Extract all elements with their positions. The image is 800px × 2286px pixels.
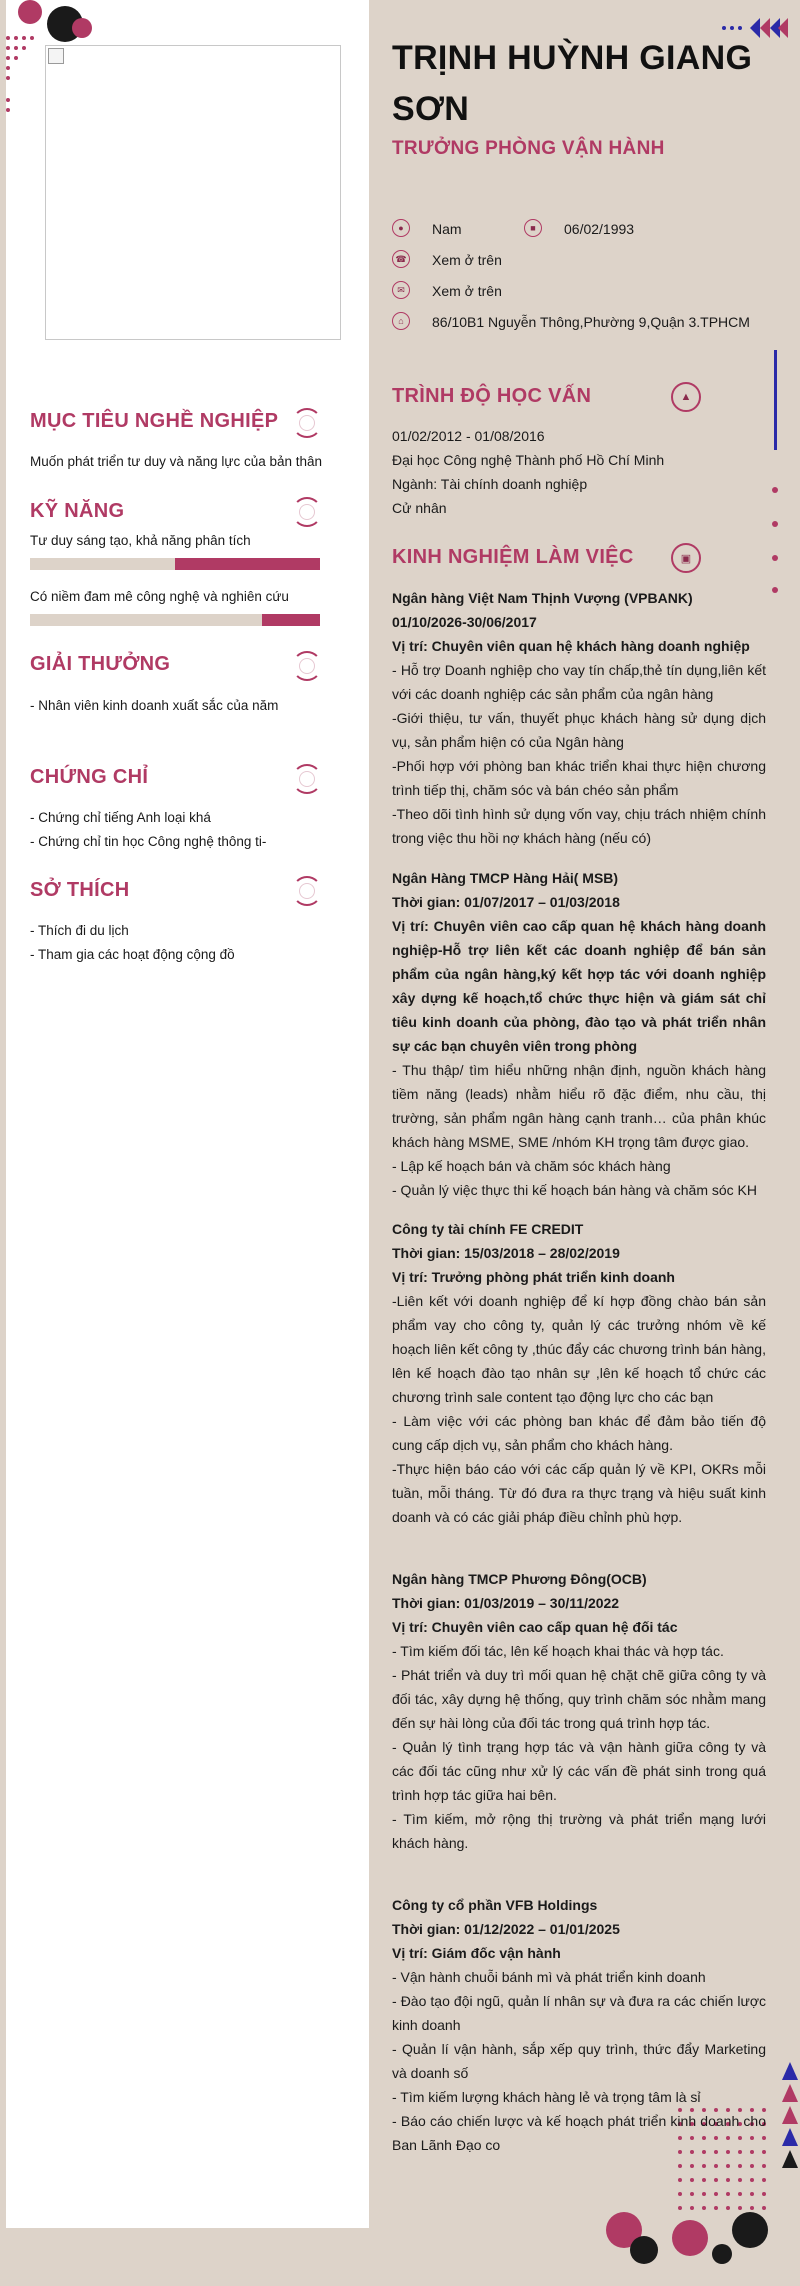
- job-period: Thời gian: 01/12/2022 – 01/01/2025: [392, 1921, 620, 1937]
- job-company: Ngân hàng Việt Nam Thịnh Vượng (VPBANK): [392, 590, 693, 606]
- job-detail: - Tìm kiếm đối tác, lên kế hoạch khai thác và hợp tác.: [392, 1643, 724, 1659]
- home-icon: ⌂: [392, 312, 410, 330]
- education-period: 01/02/2012 - 01/08/2016: [392, 428, 545, 444]
- job-period: Thời gian: 15/03/2018 – 28/02/2019: [392, 1245, 620, 1261]
- skill-bar: [30, 614, 320, 626]
- left-strip: [0, 0, 6, 2228]
- briefcase-icon: ▣: [671, 543, 701, 573]
- phone-value: Xem ở trên: [432, 252, 502, 268]
- job-detail: - Thu thập/ tìm hiểu những nhận định, nguồn khách hàng tiềm năng (leads) nhằm hiểu rõ đặc điểm, nhu cầu, thị trường, sản phẩm ngân hàng cạnh tranh… của phân khúc khách hàng MSME, SME /nhóm KH trọng tâm được giao.: [392, 1062, 766, 1150]
- job-position: Vị trí: Chuyên viên cao cấp quan hệ đối tác: [392, 1619, 678, 1635]
- education-degree: Cử nhân: [392, 500, 447, 516]
- certificate-item: - Chứng chỉ tiếng Anh loại khá: [30, 810, 211, 825]
- phone-icon: ☎: [392, 250, 410, 268]
- hobby-item: - Tham gia các hoạt động cộng đồ: [30, 947, 235, 962]
- job-company: Công ty tài chính FE CREDIT: [392, 1221, 584, 1237]
- job-detail: - Báo cáo chiến lược và kế hoạch phát triển kinh doanh cho Ban Lãnh Đạo co: [392, 2113, 766, 2153]
- skill-bar-fill: [262, 614, 320, 626]
- address-value: 86/10B1 Nguyễn Thông,Phường 9,Quận 3.TPHCM: [432, 314, 750, 330]
- skill-label: Có niềm đam mê công nghệ và nghiên cứu: [30, 589, 289, 604]
- job-detail: - Phát triển và duy trì mối quan hệ chặt chẽ giữa công ty và đối tác, xây dựng hệ thống, quy trình chăm sóc nhằm mang đến sự hài lòng của đối tác trong quá trình hợp tác.: [392, 1667, 766, 1731]
- gender-value: Nam: [432, 221, 462, 237]
- job-detail: -Theo dõi tình hình sử dụng vốn vay, chịu trách nhiệm chính trong việc thu hồi nợ khách hàng (nếu có): [392, 806, 766, 846]
- job-position: Vị trí: Chuyên viên quan hệ khách hàng doanh nghiệp: [392, 638, 750, 654]
- job-period: Thời gian: 01/07/2017 – 01/03/2018: [392, 894, 620, 910]
- job-detail: - Tìm kiếm, mở rộng thị trường và phát triển mạng lưới khách hàng.: [392, 1811, 766, 1851]
- job-period: 01/10/2026-30/06/2017: [392, 614, 537, 630]
- skills-heading: KỸ NĂNG: [30, 500, 125, 522]
- skill-label: Tư duy sáng tạo, khả năng phân tích: [30, 533, 251, 548]
- education-major: Ngành: Tài chính doanh nghiệp: [392, 476, 588, 492]
- skill-bar-fill: [175, 558, 320, 570]
- education-heading: TRÌNH ĐỘ HỌC VẤN: [392, 385, 592, 407]
- broken-image-icon: [48, 48, 64, 64]
- calendar-icon: ■: [524, 219, 542, 237]
- job-entry: [392, 866, 766, 1202]
- job-position: Vị trí: Chuyên viên cao cấp quan hệ khách hàng doanh nghiệp-Hỗ trợ liên kết các doanh nghiệp để bán sản phẩm của ngân hàng,ký kết hợp tác với doanh nghiệp xây dựng kế hoạch,tổ chức thực hiện và giám sát chỉ tiêu kinh doanh của phòng, đào tạo và phát triển nhân sự các bạn chuyên viên trong phòng: [392, 918, 766, 1054]
- job-company: Ngân Hàng TMCP Hàng Hải( MSB): [392, 870, 619, 886]
- job-detail: -Phối hợp với phòng ban khác triển khai thực hiện chương trình tiếp thị, chăm sóc và bán chéo sản phẩm: [392, 758, 766, 798]
- hobby-item: - Thích đi du lịch: [30, 923, 129, 938]
- job-detail: - Quản lý tình trạng hợp tác và vận hành giữa công ty và các đối tác cũng như xử lý các vấn đề phát sinh trong quá trình hợp tác giữa hai bên.: [392, 1739, 766, 1803]
- certificates-heading: CHỨNG CHỈ: [30, 766, 149, 788]
- job-detail: - Vận hành chuỗi bánh mì và phát triển kinh doanh: [392, 1969, 706, 1985]
- section-ring-icon: [292, 651, 322, 681]
- job-detail: - Quản lí vận hành, sắp xếp quy trình, thức đẩy Marketing và doanh số: [392, 2041, 766, 2081]
- birthday-value: 06/02/1993: [564, 221, 635, 237]
- career-objective-text: Muốn phát triển tư duy và năng lực của bản thân: [30, 454, 323, 469]
- job-entry: [392, 1567, 766, 1855]
- section-ring-icon: [292, 876, 322, 906]
- certificate-item: - Chứng chỉ tin học Công nghệ thông ti-: [30, 834, 267, 849]
- job-detail: -Giới thiệu, tư vấn, thuyết phục khách hàng sử dụng dịch vụ, sản phẩm hiện có của Ngân hàng: [392, 710, 766, 750]
- skill-bar: [30, 558, 320, 570]
- section-ring-icon: [292, 764, 322, 794]
- job-detail: -Thực hiện báo cáo với các cấp quản lý về KPI, OKRs mỗi tuần, mỗi tháng. Từ đó đưa ra thực trạng và hiệu suất kinh doanh và có các giải pháp điều chỉnh phù hợp.: [392, 1461, 766, 1525]
- education-block: [392, 424, 766, 520]
- profile-photo: [45, 45, 341, 340]
- job-detail: - Làm việc với các phòng ban khác để đảm bảo tiến độ cung cấp dịch vụ, sản phẩm cho khách hàng.: [392, 1413, 766, 1453]
- job-company: Ngân hàng TMCP Phương Đông(OCB): [392, 1571, 647, 1587]
- job-detail: - Tìm kiếm lượng khách hàng lẻ và trọng tâm là sỉ: [392, 2089, 701, 2105]
- graduation-cap-icon: ▲: [671, 382, 701, 412]
- career-objective-heading: MỤC TIÊU NGHỀ NGHIỆP: [30, 410, 279, 432]
- job-detail: - Lập kế hoạch bán và chăm sóc khách hàng: [392, 1158, 671, 1174]
- job-position: Vị trí: Trưởng phòng phát triển kinh doanh: [392, 1269, 675, 1285]
- job-detail: - Đào tạo đội ngũ, quản lí nhân sự và đưa ra các chiến lược kinh doanh: [392, 1993, 766, 2033]
- job-detail: - Hỗ trợ Doanh nghiệp cho vay tín chấp,thẻ tín dụng,liên kết với các doanh nghiệp các sản phẩm của ngân hàng: [392, 662, 766, 702]
- candidate-title: TRƯỞNG PHÒNG VẬN HÀNH: [392, 138, 665, 159]
- job-company: Công ty cổ phần VFB Holdings: [392, 1897, 598, 1913]
- job-position: Vị trí: Giám đốc vận hành: [392, 1945, 561, 1961]
- hobbies-heading: SỞ THÍCH: [30, 879, 130, 901]
- job-entry: [392, 1217, 766, 1529]
- section-ring-icon: [292, 408, 322, 438]
- award-item: - Nhân viên kinh doanh xuất sắc của năm: [30, 698, 279, 713]
- job-detail: - Quản lý việc thực thi kế hoạch bán hàng và chăm sóc KH: [392, 1182, 758, 1198]
- job-period: Thời gian: 01/03/2019 – 30/11/2022: [392, 1595, 620, 1611]
- mail-icon: ✉: [392, 281, 410, 299]
- education-school: Đại học Công nghệ Thành phố Hồ Chí Minh: [392, 452, 665, 468]
- side-accent-decoration: [768, 350, 788, 600]
- awards-heading: GIẢI THƯỞNG: [30, 653, 171, 675]
- email-value: Xem ở trên: [432, 283, 502, 299]
- job-entry: [392, 1893, 766, 2157]
- candidate-name: TRỊNH HUỲNH GIANG SƠN: [392, 39, 753, 128]
- job-detail: -Liên kết với doanh nghiệp để kí hợp đồng chào bán sản phẩm vay cho công ty, quản lý các trưởng nhóm về kế hoạch liên kết công ty ,thúc đẩy các chương trình bán hàng, lên kế hoạch đào tạo nhân sự ,lên kế hoạch tổ chức các chương trình sale content tạo động lực cho các bạn: [392, 1293, 766, 1405]
- experience-heading: KINH NGHIỆM LÀM VIỆC: [392, 546, 634, 568]
- section-ring-icon: [292, 497, 322, 527]
- job-entry: [392, 586, 766, 850]
- person-icon: ●: [392, 219, 410, 237]
